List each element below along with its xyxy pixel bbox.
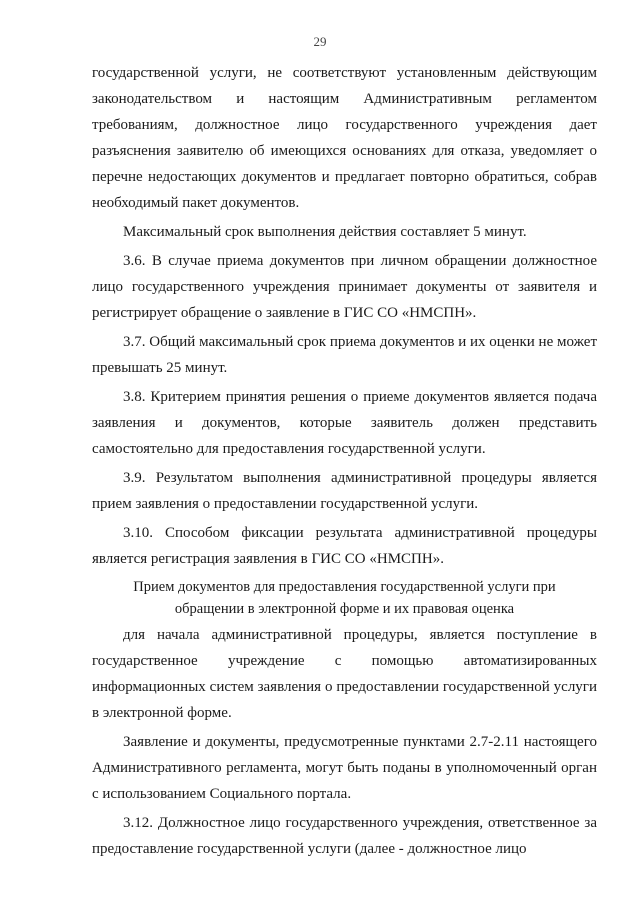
paragraph-3-7: 3.7. Общий максимальный срок приема документов и их оценки не может превышать 25 минут. <box>92 334 597 376</box>
document-body <box>92 60 597 862</box>
paragraph-3-6: 3.6. В случае приема документов при личном обращении должностное лицо государственного учреждения принимает документы от заявителя и регистрирует обращение о заявление в ГИС СО «НМСПН». <box>92 253 597 321</box>
paragraph-3-10: 3.10. Способом фиксации результата административной процедуры является регистрация заявления в ГИС СО «НМСПН». <box>92 525 597 567</box>
paragraph-continuation: государственной услуги, не соответствуют установленным действующим законодательством и настоящим Административным регламентом требованиям, должностное лицо государственного учреждения дает разъяснения заявителю об имеющихся основаниях для отказа, уведомляет о перечне недостающих документов и предлагает повторно обратиться, собрав необходимый пакет документов. <box>92 65 597 211</box>
paragraph-max-time: Максимальный срок выполнения действия составляет 5 минут. <box>123 224 527 240</box>
paragraph-3-11-start: для начала административной процедуры, является поступление в государственное учреждение с помощью автоматизированных информационных систем заявления о предоставлении государственной услуги в электронной форме. <box>92 627 597 721</box>
section-heading-line-1: Прием документов для предоставления государственной услуги при <box>133 579 556 595</box>
paragraph-3-9: 3.9. Результатом выполнения административной процедуры является прием заявления о предоставлении государственной услуги. <box>92 470 597 512</box>
paragraph-3-8: 3.8. Критерием принятия решения о приеме документов является подача заявления и документов, которые заявитель должен представить самостоятельно для предоставления государственной услуги. <box>92 389 597 457</box>
page-number: 29 <box>313 34 327 49</box>
section-heading <box>92 576 597 620</box>
paragraph-documents: Заявление и документы, предусмотренные пунктами 2.7-2.11 настоящего Административного регламента, могут быть поданы в уполномоченный орган с использованием Социального портала. <box>92 734 597 802</box>
section-heading-line-2: обращении в электронной форме и их правовая оценка <box>174 601 515 617</box>
paragraph-3-12: 3.12. Должностное лицо государственного учреждения, ответственное за предоставление государственной услуги (далее - должностное лицо <box>92 815 597 857</box>
